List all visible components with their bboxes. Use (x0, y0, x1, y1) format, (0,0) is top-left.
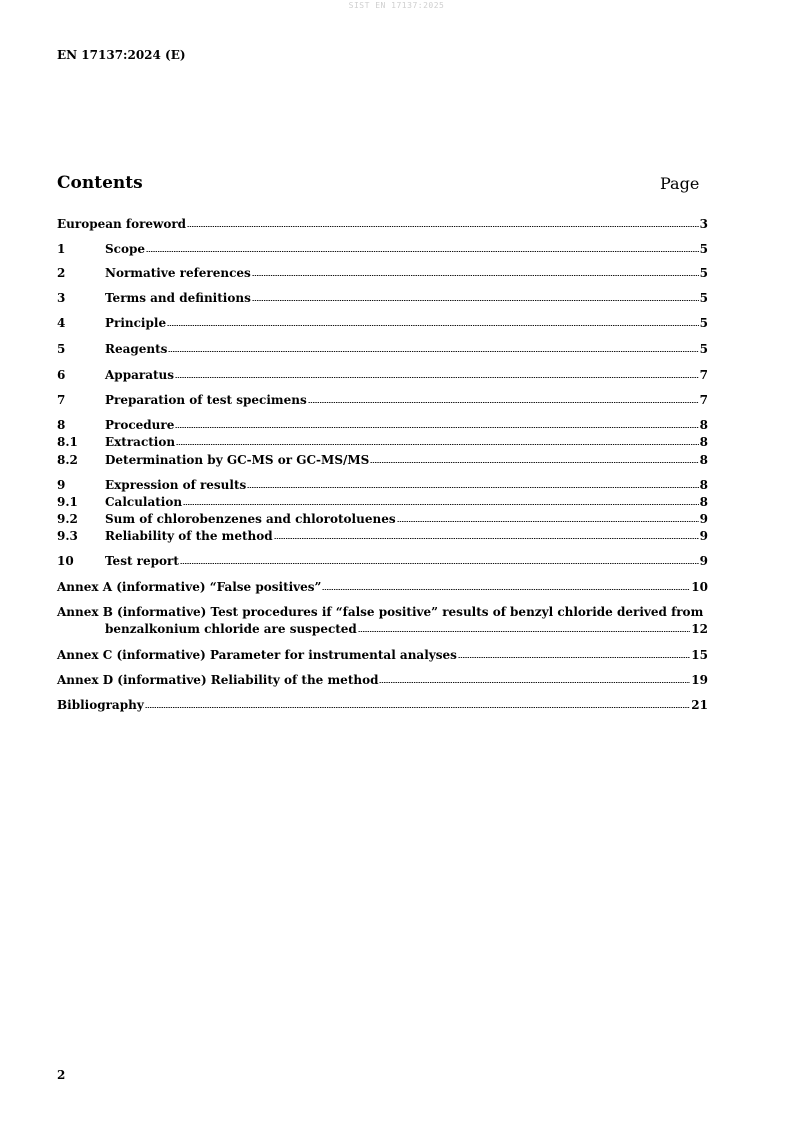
toc-entry-page: 9 (699, 554, 708, 568)
toc-entry-annex-b-continued[interactable] (57, 621, 708, 637)
toc-leader-dots (247, 477, 698, 489)
toc-entry-annex-c[interactable] (57, 647, 708, 663)
toc-entry-8-2[interactable] (57, 452, 708, 468)
toc-entry-title: Reliability of the method (105, 529, 273, 543)
toc-leader-dots (180, 553, 699, 565)
toc-entry-annex-a[interactable] (57, 579, 708, 595)
toc-entry-7[interactable] (57, 392, 708, 408)
toc-entry-page: 12 (691, 622, 708, 636)
toc-entry-number: 1 (57, 242, 66, 256)
toc-entry-title: Reagents (105, 342, 168, 356)
toc-entry-number: 7 (57, 393, 66, 407)
toc-entry-title: Principle (105, 316, 167, 330)
toc-entry-annex-b[interactable] (57, 604, 708, 620)
toc-entry-title: Determination by GC-MS or GC-MS/MS (105, 453, 370, 467)
toc-leader-dots (379, 672, 690, 684)
toc-entry-number: 3 (57, 291, 66, 305)
document-id: EN 17137:2024 (E) (57, 48, 186, 62)
watermark: SIST EN 17137:2025 (348, 1, 445, 10)
toc-leader-dots (252, 265, 699, 277)
toc-entry-number: 9.1 (57, 495, 78, 509)
toc-entry-9[interactable] (57, 477, 708, 493)
toc-entry-european-foreword[interactable] (57, 216, 708, 232)
toc-entry-9-2[interactable] (57, 511, 708, 527)
toc-entry-page: 21 (691, 698, 708, 712)
toc-entry-3[interactable] (57, 290, 708, 306)
toc-leader-dots (358, 621, 690, 633)
toc-entry-number: 8.2 (57, 453, 78, 467)
toc-leader-dots (458, 647, 690, 659)
toc-entry-number: 8.1 (57, 435, 78, 449)
toc-entry-number: 9.3 (57, 529, 78, 543)
toc-entry-page: 8 (699, 478, 708, 492)
toc-entry-title: benzalkonium chloride are suspected (105, 622, 357, 636)
toc-entry-page: 5 (699, 266, 708, 280)
toc-entry-number: 8 (57, 418, 66, 432)
toc-entry-page: 10 (691, 580, 708, 594)
contents-heading: Contents (57, 173, 143, 193)
toc-entry-title: Procedure (105, 418, 175, 432)
toc-entry-page: 7 (699, 393, 708, 407)
toc-entry-title: Preparation of test specimens (105, 393, 307, 407)
toc-entry-title: Calculation (105, 495, 183, 509)
toc-entry-title: European foreword (57, 217, 187, 231)
toc-entry-page: 19 (691, 673, 708, 687)
toc-leader-dots (145, 697, 691, 709)
toc-leader-dots (397, 511, 699, 523)
toc-entry-number: 4 (57, 316, 66, 330)
toc-entry-page: 8 (699, 418, 708, 432)
toc-leader-dots (252, 290, 699, 302)
toc-leader-dots (175, 367, 699, 379)
toc-leader-dots (370, 452, 698, 464)
toc-entry-title: Annex A (informative) “False positives” (57, 580, 322, 594)
toc-entry-8[interactable] (57, 417, 708, 433)
toc-entry-number: 5 (57, 342, 66, 356)
toc-entry-page: 15 (691, 648, 708, 662)
toc-leader-dots (146, 241, 699, 253)
toc-leader-dots (187, 216, 699, 228)
toc-entry-title: Annex B (informative) Test procedures if “false positive” results of benzyl chloride derived from (57, 605, 704, 619)
toc-entry-6[interactable] (57, 367, 708, 383)
toc-leader-dots (308, 392, 699, 404)
toc-entry-number: 9.2 (57, 512, 78, 526)
toc-entry-page: 5 (699, 316, 708, 330)
toc-entry-title: Sum of chlorobenzenes and chlorotoluenes (105, 512, 396, 526)
toc-entry-page: 8 (699, 495, 708, 509)
toc-entry-4[interactable] (57, 315, 708, 331)
toc-entry-title: Test report (105, 554, 179, 568)
toc-entry-page: 8 (699, 453, 708, 467)
toc-entry-title: Terms and definitions (105, 291, 251, 305)
toc-entry-page: 7 (699, 368, 708, 382)
toc-entry-title: Expression of results (105, 478, 247, 492)
toc-entry-10[interactable] (57, 553, 708, 569)
toc-entry-title: Scope (105, 242, 146, 256)
toc-entry-number: 6 (57, 368, 66, 382)
toc-entry-5[interactable] (57, 341, 708, 357)
toc-leader-dots (168, 341, 698, 353)
toc-leader-dots (322, 579, 690, 591)
toc-entry-title: Apparatus (105, 368, 174, 382)
toc-entry-bibliography[interactable] (57, 697, 708, 713)
toc-leader-dots (176, 434, 699, 446)
toc-entry-page: 3 (699, 217, 708, 231)
toc-entry-number: 2 (57, 266, 66, 280)
page-column-heading: Page (660, 174, 700, 193)
toc-leader-dots (274, 528, 699, 540)
toc-entry-8-1[interactable] (57, 434, 708, 450)
toc-entry-number: 10 (57, 554, 74, 568)
toc-entry-page: 5 (699, 342, 708, 356)
toc-entry-page: 9 (699, 529, 708, 543)
toc-entry-page: 8 (699, 435, 708, 449)
toc-entry-title: Bibliography (57, 698, 144, 712)
toc-leader-dots (175, 417, 698, 429)
page-number: 2 (57, 1068, 66, 1082)
toc-entry-9-3[interactable] (57, 528, 708, 544)
toc-entry-title: Normative references (105, 266, 251, 280)
toc-entry-9-1[interactable] (57, 494, 708, 510)
toc-entry-2[interactable] (57, 265, 708, 281)
toc-leader-dots (183, 494, 699, 506)
toc-entry-number: 9 (57, 478, 66, 492)
toc-entry-title: Annex D (informative) Reliability of the method (57, 673, 379, 687)
toc-entry-page: 5 (699, 242, 708, 256)
toc-entry-page: 9 (699, 512, 708, 526)
toc-entry-page: 5 (699, 291, 708, 305)
toc-entry-title: Annex C (informative) Parameter for instrumental analyses (57, 648, 457, 662)
toc-entry-1[interactable] (57, 241, 708, 257)
toc-entry-title: Extraction (105, 435, 176, 449)
toc-entry-annex-d[interactable] (57, 672, 708, 688)
toc-leader-dots (167, 315, 699, 327)
